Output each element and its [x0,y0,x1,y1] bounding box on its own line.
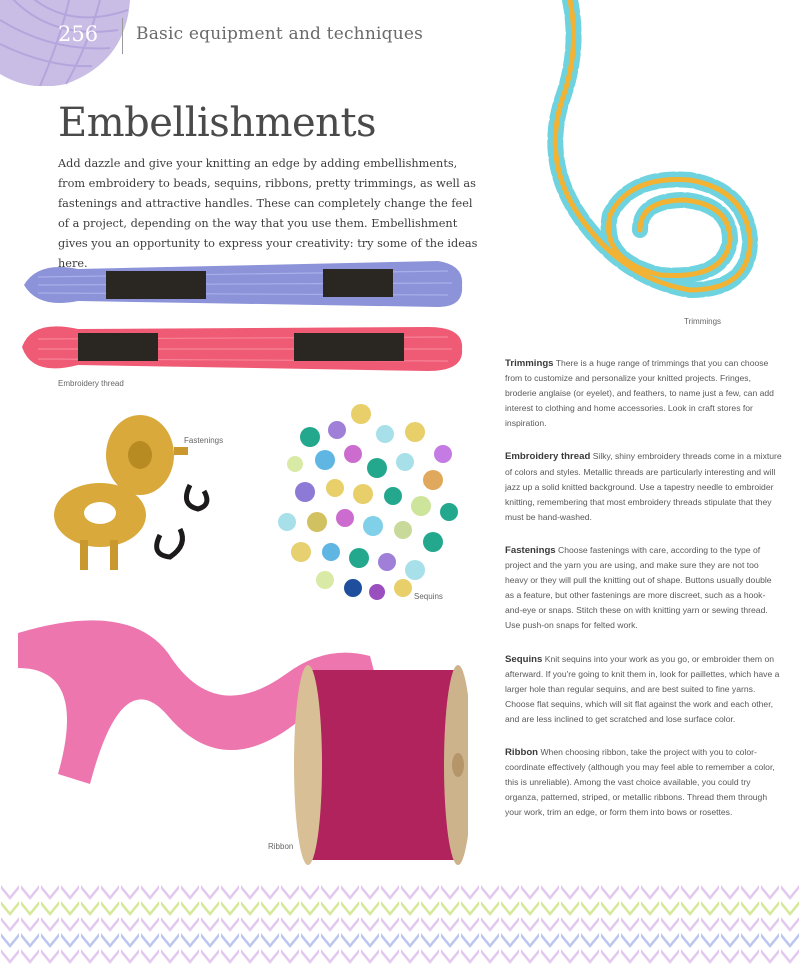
sequins-section [505,652,782,727]
section-text: Knit sequins into your work as you go, or embroider them on afterward. If you're going to knit them in, look for paillettes, which have a larger hole than regular sequins, and are best suited to fine yarns. Choose flat sequins, which will sit flat against the work and each other, and are less inclined to get scratched and lose surface color. [505,653,780,724]
intro-paragraph: Add dazzle and give your knitting an edge by adding embellishments, from embroidery to beads, sequins, ribbons, pretty trimmings, as well as fastenings and attractive handles. These can completely change the feel of a project, depending on the way that you use them. Embellishment gives you an opportunity to express your creativity: try some of the ideas here. [58,157,478,270]
section-term: Fastenings [505,544,556,556]
page-number: 256 [58,22,99,46]
section-text: Silky, shiny embroidery threads come in a mixture of colors and styles. Metallic threads are particularly interesting and will jazz up a solid knitted background. Use a tapestry needle to embroider knitting, remembering that most embroidery threads stipulate that they must be hand-washed. [505,451,782,522]
ribbon-image [18,598,468,878]
section-term: Sequins [505,653,543,665]
embroidery-thread-section [505,449,782,524]
page-title: Embellishments [58,100,377,146]
section-text: Choose fastenings with care, according to the type of project and the yarn you are using, and make sure they are not too heavy or they will pull the knitting out of shape. Buttons usually double as a feature, but other fastenings are more discreet, such as a hook-and-eye or snaps. Stitch these on with knitting yarn or sewing thread. Use push-on snaps for felted work. [505,544,772,631]
section-term: Ribbon [505,746,539,758]
section-text: When choosing ribbon, take the project with you to color-coordinate effectively (although you may feel able to remember a color, this is unreliable). Among the vast choice available, you could try organza, patterned, striped, or metallic ribbons. Thread them through your work, trim an edge, or form them into bows or rosettes. [505,746,775,818]
trimmings-caption: Trimmings [684,317,722,326]
header-divider [122,18,123,54]
fastenings-caption: Fastenings [184,436,224,445]
section-title: Basic equipment and techniques [136,24,424,44]
trimmings-section [505,356,782,431]
ribbon-caption: Ribbon [268,842,294,851]
fastenings-section [505,543,782,634]
section-term: Embroidery thread [505,451,591,463]
embroidery-thread-caption: Embroidery thread [58,379,124,388]
ribbon-section [505,745,782,820]
sequins-image [265,402,470,602]
body-text [505,356,782,838]
section-text: There is a huge range of trimmings that you can choose from to customize and personalize your knitted projects. Fringes, broderie anglaise (or eyelet), and feathers, to name just a few, can add interest to clothing and home accessories. Look in craft stores for inspiration. [505,358,774,429]
fastenings-image [40,405,245,585]
trimmings-image [510,0,770,320]
embroidery-thread-image [18,255,468,380]
section-term: Trimmings [505,358,554,369]
knit-pattern-footer [0,884,800,964]
sequins-caption: Sequins [414,592,443,601]
